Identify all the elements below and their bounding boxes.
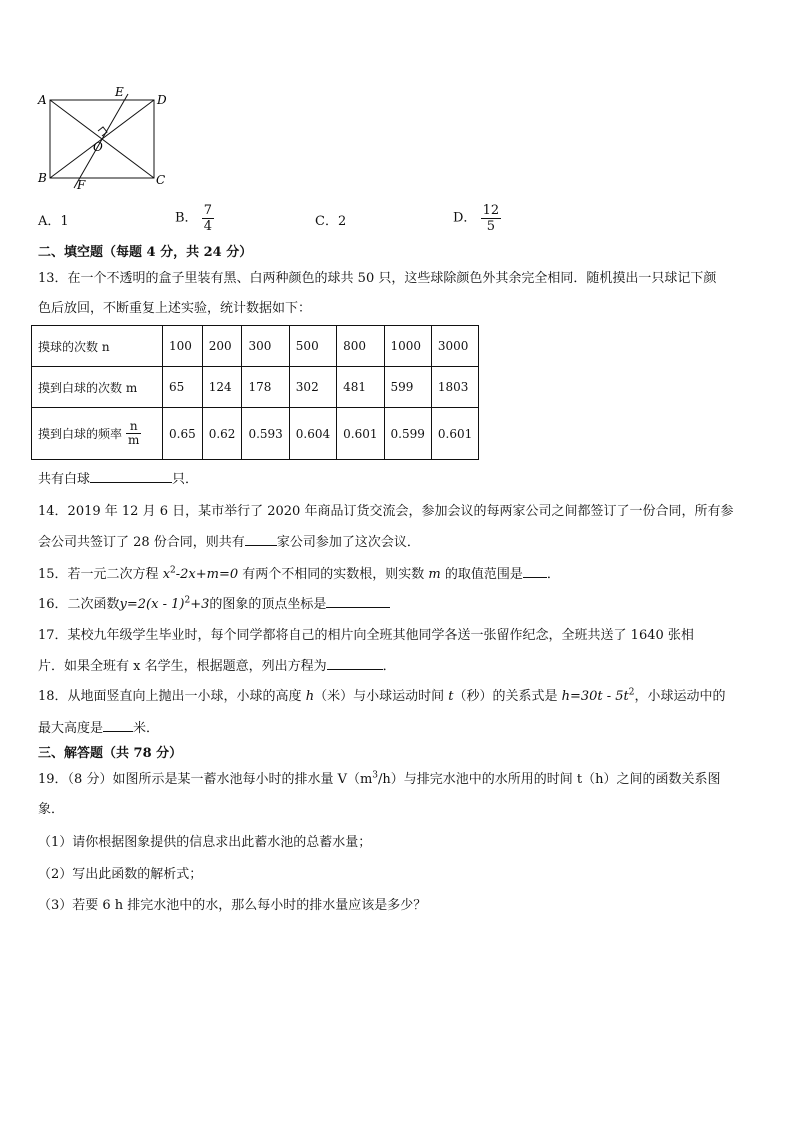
- q17-line1: 17．某校九年级学生毕业时，每个同学都将自己的相片向全班其他同学各送一张留作纪念，全班共送了 1640 张相: [38, 628, 694, 643]
- q18-after: ，小球运动中的: [634, 689, 726, 704]
- option-b-denominator: 4: [203, 219, 212, 234]
- q15-answer-blank[interactable]: [523, 565, 547, 578]
- option-a: [38, 213, 69, 231]
- q13-answer-blank[interactable]: [90, 470, 172, 483]
- label-d: D: [157, 93, 167, 107]
- table-cell: 200: [202, 326, 242, 367]
- q15-eq-x: x: [162, 567, 171, 582]
- option-c-label: C．: [315, 214, 338, 229]
- q18-line1: [38, 688, 726, 706]
- table-row: [32, 408, 479, 460]
- q18-answer-blank[interactable]: [103, 719, 133, 732]
- q14-line2-before: 会公司共签订了 28 份合同，则共有: [38, 535, 245, 550]
- q18-t: t: [448, 689, 454, 704]
- q19-line1-after: /h）与排完水池中的水所用的时间 t（h）之间的函数关系图: [378, 772, 721, 787]
- q18-mid1: （米）与小球运动时间: [314, 689, 449, 704]
- table-cell: 0.65: [163, 408, 203, 460]
- q19-sub3: （3）若要 6 h 排完水池中的水，那么每小时的排水量应该是多少？: [38, 898, 427, 913]
- q15-middle: 有两个不相同的实数根，则实数: [238, 567, 429, 582]
- q18-mid2: （秒）的关系式是: [453, 689, 562, 704]
- q13-line1: 13．在一个不透明的盒子里装有黑、白两种颜色的球共 50 只，这些球除颜色外其余完全相同．随机摸出一只球记下颜: [38, 271, 717, 286]
- q19-sub2: （2）写出此函数的解析式；: [38, 867, 203, 882]
- q13-line2: 色后放回，不断重复上述实验，统计数据如下：: [38, 301, 312, 316]
- table-cell: 124: [202, 367, 242, 408]
- label-o: O: [93, 140, 103, 154]
- option-a-value: 1: [60, 214, 69, 229]
- option-d: [453, 203, 501, 234]
- table-cell: 599: [384, 367, 431, 408]
- q14-answer-blank[interactable]: [245, 533, 277, 546]
- q13-answer-after: 只．: [172, 472, 199, 487]
- label-b: B: [38, 171, 47, 185]
- stats-table: [31, 325, 479, 460]
- label-f: F: [77, 178, 86, 192]
- section-2-title: 二、填空题（每题 4 分，共 24 分）: [38, 245, 253, 260]
- q15-m: m: [428, 567, 441, 582]
- table-cell: 178: [242, 367, 289, 408]
- table-cell: 481: [337, 367, 384, 408]
- table-cell: 0.601: [431, 408, 478, 460]
- q19-line1-before: 19．（8 分）如图所示是某一蓄水池每小时的排水量 V（m: [38, 772, 373, 787]
- table-cell: 0.601: [337, 408, 384, 460]
- rectangle-figure: [30, 84, 180, 194]
- q15-after: 的取值范围是: [440, 567, 523, 582]
- table-cell: 302: [289, 367, 336, 408]
- q16-after: 的图象的顶点坐标是: [209, 597, 327, 612]
- q17-line2-before: 片．如果全班有 x 名学生，根据题意，列出方程为: [38, 659, 327, 674]
- q16-eq: y=2(x - 1): [119, 597, 185, 612]
- option-d-label: D．: [453, 210, 477, 226]
- label-c: C: [156, 173, 166, 187]
- q13-answer-line: [38, 470, 198, 489]
- table-row: [32, 367, 479, 408]
- table-cell: 300: [242, 326, 289, 367]
- q16-eq-end: +3: [190, 597, 210, 612]
- table-cell: 800: [337, 326, 384, 367]
- q15-eq-sup: 2: [170, 565, 176, 576]
- q18-sup: 2: [628, 687, 635, 698]
- frequency-numerator: n: [126, 420, 141, 434]
- table-cell: 0.599: [384, 408, 431, 460]
- table-cell: 1803: [431, 367, 478, 408]
- option-b-fraction: [202, 203, 214, 234]
- table-row: [32, 326, 479, 367]
- table-header-frequency: [32, 408, 163, 460]
- q18-h: h: [305, 689, 315, 704]
- label-a: A: [38, 93, 47, 107]
- frequency-denominator: m: [128, 433, 140, 447]
- option-c: [315, 213, 346, 231]
- q18-line2-after: 米．: [133, 721, 160, 736]
- table-cell: 3000: [431, 326, 478, 367]
- q14-line1: 14．2019 年 12 月 6 日，某市举行了 2020 年商品订货交流会，参加会议的每两家公司之间都签订了一份合同，所有参: [38, 504, 734, 519]
- option-d-numerator: 12: [482, 203, 500, 218]
- q18-line2-before: 最大高度是: [38, 721, 104, 736]
- table-header-count: 摸球的次数 n: [32, 326, 163, 367]
- q19-line2: 象．: [38, 802, 65, 817]
- q14-line2-after: 家公司参加了这次会议．: [276, 535, 420, 550]
- q15-end: ．: [546, 567, 560, 582]
- table-cell: 1000: [384, 326, 431, 367]
- q18-before: 18．从地面竖直向上抛出一小球，小球的高度: [38, 689, 306, 704]
- option-d-fraction: [481, 203, 502, 234]
- option-b-numerator: 7: [203, 203, 212, 218]
- table-header-white-count: 摸到白球的次数 m: [32, 367, 163, 408]
- option-a-label: A．: [38, 214, 61, 229]
- q17-answer-blank[interactable]: [327, 657, 383, 670]
- q19-sup: 3: [372, 770, 379, 781]
- label-e: E: [115, 85, 124, 99]
- q17-line2: [38, 657, 396, 676]
- q18-line2: [38, 719, 159, 738]
- q15-before: 15．若一元二次方程: [38, 567, 163, 582]
- q13-answer-before: 共有白球: [38, 472, 91, 487]
- table-cell: 0.62: [202, 408, 242, 460]
- table-cell: 0.593: [242, 408, 289, 460]
- table-cell: 0.604: [289, 408, 336, 460]
- right-angle-mark: [98, 127, 107, 136]
- option-b: [175, 203, 214, 234]
- option-b-label: B．: [175, 210, 198, 226]
- q15-line: [38, 565, 560, 584]
- q16-before: 16．二次函数: [38, 597, 120, 612]
- table-cell: 500: [289, 326, 336, 367]
- q16-line: [38, 595, 390, 614]
- q17-line2-after: ．: [382, 659, 396, 674]
- table-cell: 100: [163, 326, 203, 367]
- frequency-fraction: [126, 420, 141, 447]
- frequency-label: 摸到白球的频率: [38, 427, 123, 441]
- q14-line2: [38, 533, 420, 552]
- q19-sub1: （1）请你根据图象提供的信息求出此蓄水池的总蓄水量；: [38, 835, 372, 850]
- option-c-value: 2: [337, 214, 347, 229]
- q15-eq-rest: -2x+m=0: [175, 567, 239, 582]
- q16-answer-blank[interactable]: [326, 595, 390, 608]
- q16-sup: 2: [184, 595, 191, 606]
- q19-line1: [38, 771, 721, 789]
- option-d-denominator: 5: [486, 219, 495, 234]
- q18-eq: h=30t - 5t: [561, 689, 629, 704]
- table-cell: 65: [163, 367, 203, 408]
- section-3-title: 三、解答题（共 78 分）: [38, 746, 183, 761]
